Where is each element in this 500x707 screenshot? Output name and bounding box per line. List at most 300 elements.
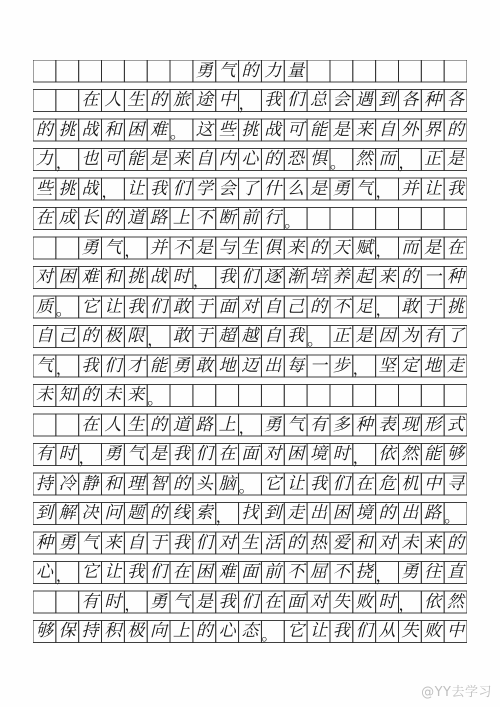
essay-char: ， — [78, 447, 95, 467]
essay-char: 。 — [284, 211, 301, 231]
essay-char: 时 — [378, 591, 396, 612]
essay-char: ， — [147, 329, 164, 349]
essay-char: 界 — [424, 119, 442, 140]
essay-char: 种 — [35, 532, 53, 553]
grid-cell — [307, 385, 330, 407]
grid-cell — [444, 208, 467, 230]
essay-char: 挑 — [127, 267, 145, 287]
grid-cell — [261, 385, 284, 407]
essay-char: 可 — [287, 119, 305, 140]
essay-char: 于 — [424, 296, 442, 317]
essay-char: 起 — [355, 267, 373, 287]
grid-cell — [147, 60, 170, 82]
grid-cell — [330, 60, 353, 82]
essay-char: 寻 — [447, 473, 464, 494]
essay-char: 自 — [35, 326, 53, 346]
essay-char: 时 — [332, 444, 350, 464]
essay-char: 是 — [195, 591, 213, 612]
essay-char: 什 — [264, 178, 282, 199]
essay-char: 式 — [447, 414, 464, 435]
essay-char: 来 — [172, 149, 190, 169]
essay-char: 在 — [81, 414, 99, 435]
essay-char: 不 — [332, 562, 350, 582]
essay-char: 时 — [58, 444, 76, 464]
essay-char: 能 — [127, 149, 145, 169]
essay-char: ， — [192, 270, 209, 290]
essay-char: 外 — [401, 119, 419, 140]
essay-char: 气 — [287, 414, 305, 435]
essay-char: 是 — [355, 326, 373, 346]
essay-char: 的 — [150, 503, 168, 523]
essay-char: 勇 — [401, 562, 419, 582]
essay-char: 们 — [172, 178, 190, 199]
essay-char: ， — [398, 595, 415, 614]
essay-char: 出 — [264, 355, 282, 376]
essay-char: 的 — [195, 621, 213, 641]
essay-char: 总 — [309, 90, 327, 110]
essay-char: 。 — [307, 329, 324, 349]
essay-char: 。 — [261, 624, 278, 644]
essay-char: 战 — [81, 119, 99, 140]
essay-char: 的 — [104, 208, 122, 228]
essay-char: 线 — [172, 503, 190, 523]
essay-char: 也 — [81, 149, 99, 169]
essay-char: 勇 — [104, 444, 122, 464]
title-char: 勇 — [195, 60, 213, 81]
essay-char: 们 — [104, 355, 122, 376]
essay-char: 们 — [150, 296, 168, 317]
essay-char: 敢 — [195, 355, 213, 376]
essay-char: 来 — [378, 267, 396, 287]
grid-cell — [56, 414, 79, 436]
essay-char: 时 — [172, 267, 190, 287]
essay-char: 然 — [355, 149, 373, 169]
essay-char: 和 — [104, 119, 122, 140]
grid-cell — [421, 60, 444, 82]
essay-char: 战 — [150, 267, 168, 287]
essay-char: 坚 — [378, 355, 396, 376]
essay-char: 来 — [104, 532, 122, 553]
essay-char: 让 — [104, 562, 122, 582]
essay-char: 是 — [447, 149, 464, 169]
essay-char: 屈 — [309, 562, 327, 582]
grid-cell — [33, 414, 56, 436]
essay-char: 各 — [447, 90, 464, 110]
essay-char: 出 — [401, 503, 419, 523]
grid-cell — [330, 385, 353, 407]
essay-char: 面 — [287, 591, 305, 612]
grid-cell — [284, 385, 307, 407]
essay-char: 生 — [241, 532, 259, 553]
essay-char: 困 — [195, 562, 213, 582]
title-char: 气 — [218, 60, 236, 81]
essay-char: 走 — [287, 503, 305, 523]
essay-char: 上 — [172, 208, 190, 228]
grid-cell — [33, 237, 56, 259]
essay-char: 敢 — [401, 296, 419, 317]
essay-char: 够 — [35, 621, 53, 641]
essay-char: ， — [375, 241, 392, 260]
essay-char: 会 — [332, 90, 350, 110]
essay-char: 爱 — [332, 532, 350, 553]
essay-char: 静 — [81, 473, 99, 494]
grid-cell — [170, 385, 193, 407]
essay-char: 于 — [195, 296, 213, 317]
essay-char: 前 — [264, 562, 282, 582]
essay-char: 境 — [355, 503, 373, 523]
grid-cell — [398, 208, 421, 230]
essay-char: 们 — [195, 444, 213, 464]
essay-char: 危 — [378, 473, 396, 494]
essay-char: 的 — [309, 296, 327, 317]
essay-char: 现 — [401, 414, 419, 435]
grid-cell — [56, 60, 79, 82]
essay-char: 让 — [287, 473, 305, 494]
essay-char: 战 — [81, 178, 99, 199]
essay-char: 地 — [218, 355, 236, 376]
essay-char: ， — [398, 152, 415, 172]
essay-char: ， — [101, 182, 118, 201]
essay-char: 持 — [35, 473, 53, 494]
grid-cell — [444, 60, 467, 82]
essay-char: 并 — [150, 237, 168, 258]
essay-char: 越 — [241, 326, 259, 346]
essay-char: 上 — [218, 414, 236, 435]
essay-char: 智 — [150, 473, 168, 494]
essay-char: 气 — [104, 237, 122, 258]
grid-cell — [330, 208, 353, 230]
essay-char: 困 — [332, 503, 350, 523]
grid-cell — [193, 385, 216, 407]
essay-char: 败 — [424, 621, 442, 641]
essay-char: 我 — [218, 591, 236, 612]
essay-char: 勇 — [150, 591, 168, 612]
grid-cell — [421, 385, 444, 407]
essay-char: 中 — [218, 90, 236, 110]
essay-char: 问 — [104, 503, 122, 523]
essay-char: 然 — [447, 591, 464, 612]
essay-char: 与 — [218, 237, 236, 258]
grid-cell — [124, 60, 147, 82]
essay-char: 我 — [218, 267, 236, 287]
essay-char: 才 — [127, 355, 145, 376]
essay-char: 了 — [447, 326, 464, 346]
essay-char: ， — [124, 595, 141, 614]
essay-char: 途 — [195, 90, 213, 110]
essay-char: 们 — [195, 532, 213, 553]
essay-char: 战 — [264, 119, 282, 140]
essay-char: 各 — [401, 90, 419, 110]
essay-char: 们 — [241, 267, 259, 287]
essay-char: 来 — [287, 237, 305, 258]
essay-char: 心 — [241, 149, 259, 169]
essay-char: 对 — [378, 532, 396, 553]
essay-char: 的 — [447, 119, 464, 140]
essay-char: 旅 — [172, 90, 190, 110]
grid-cell — [216, 385, 239, 407]
essay-char: 活 — [264, 532, 282, 553]
essay-char: 难 — [81, 267, 99, 287]
grid-cell — [56, 591, 79, 613]
essay-char: 于 — [150, 532, 168, 553]
essay-char: 依 — [424, 591, 442, 612]
grid-cell — [33, 60, 56, 82]
essay-char: 我 — [287, 326, 305, 346]
grid-cell — [376, 208, 399, 230]
essay-char: 难 — [150, 119, 168, 140]
essay-char: 的 — [150, 90, 168, 110]
essay-char: 出 — [309, 503, 327, 523]
essay-char: 恐 — [287, 149, 305, 169]
grid-cell — [353, 208, 376, 230]
essay-char: 勇 — [81, 237, 99, 258]
essay-char: 迈 — [241, 355, 259, 376]
essay-char: 气 — [81, 532, 99, 553]
essay-char: 道 — [127, 208, 145, 228]
essay-char: 不 — [195, 208, 213, 228]
essay-char: ， — [352, 447, 369, 467]
essay-char: 们 — [332, 473, 350, 494]
essay-char: 么 — [287, 178, 305, 199]
essay-char: 的 — [447, 532, 464, 553]
essay-char: ， — [375, 565, 392, 585]
essay-char: 们 — [241, 591, 259, 612]
essay-char: 长 — [81, 208, 99, 228]
essay-char: 。 — [238, 477, 255, 496]
essay-char: 在 — [447, 237, 464, 258]
essay-char: 是 — [332, 119, 350, 140]
essay-char: 中 — [424, 473, 442, 494]
essay-char: 它 — [81, 296, 99, 317]
essay-char: 难 — [218, 562, 236, 582]
essay-char: 是 — [150, 149, 168, 169]
essay-char: 种 — [447, 267, 464, 287]
essay-char: 了 — [241, 178, 259, 199]
essay-char: 足 — [355, 296, 373, 317]
essay-char: 勇 — [58, 532, 76, 553]
essay-char: 挑 — [241, 119, 259, 140]
essay-char: 前 — [241, 208, 259, 228]
essay-char: 依 — [378, 444, 396, 464]
essay-char: ， — [55, 565, 72, 585]
essay-char: 们 — [287, 90, 305, 110]
grid-cell — [170, 60, 193, 82]
essay-char: 我 — [127, 296, 145, 317]
essay-char: 自 — [264, 326, 282, 346]
essay-char: 路 — [150, 208, 168, 228]
essay-char: 地 — [424, 355, 442, 376]
essay-char: 步 — [332, 355, 350, 376]
essay-char: 机 — [401, 473, 419, 494]
essay-char: 和 — [104, 267, 122, 287]
grid-cell — [353, 60, 376, 82]
essay-char: 的 — [378, 503, 396, 523]
essay-char: 因 — [378, 326, 396, 346]
essay-char: 理 — [127, 473, 145, 494]
essay-char: 道 — [172, 414, 190, 435]
essay-char: ， — [124, 241, 141, 260]
essay-char: 到 — [264, 503, 282, 523]
essay-char: 。 — [147, 388, 164, 408]
essay-char: 不 — [287, 562, 305, 582]
essay-char: 并 — [401, 178, 419, 199]
essay-char: 养 — [332, 267, 350, 287]
essay-char: 直 — [447, 562, 464, 582]
essay-char: 来 — [355, 119, 373, 140]
essay-char: ， — [215, 506, 232, 526]
essay-char: 我 — [127, 562, 145, 582]
essay-char: 的 — [81, 385, 99, 405]
essay-char: 行 — [264, 208, 282, 228]
essay-char: ， — [352, 359, 369, 378]
essay-char: ， — [375, 182, 392, 201]
essay-char: 对 — [35, 267, 53, 287]
essay-char: 自 — [195, 149, 213, 169]
essay-char: 些 — [218, 119, 236, 140]
grid-cell — [56, 237, 79, 259]
essay-char: 它 — [81, 562, 99, 582]
grid-cell — [307, 208, 330, 230]
essay-char: 是 — [424, 237, 442, 258]
essay-char: 是 — [195, 237, 213, 258]
essay-char: 我 — [447, 178, 464, 199]
essay-char: 是 — [150, 444, 168, 464]
essay-char: 这 — [195, 119, 213, 140]
essay-char: 气 — [127, 444, 145, 464]
essay-char: 决 — [81, 503, 99, 523]
essay-char: 在 — [172, 562, 190, 582]
essay-char: 敢 — [172, 296, 190, 317]
essay-char: 不 — [332, 296, 350, 317]
grid-cell — [376, 60, 399, 82]
essay-char: 面 — [241, 562, 259, 582]
essay-char: 对 — [218, 532, 236, 553]
essay-char: 在 — [35, 208, 53, 228]
essay-char: 有 — [424, 326, 442, 346]
essay-char: 头 — [195, 473, 213, 494]
essay-char: 成 — [58, 208, 76, 228]
essay-char: 限 — [127, 326, 145, 346]
essay-char: 正 — [424, 149, 442, 169]
essay-char: 持 — [81, 621, 99, 641]
essay-char: ， — [238, 418, 255, 437]
essay-char: 渐 — [287, 267, 305, 287]
essay-char: 于 — [195, 326, 213, 346]
essay-char: 。 — [444, 506, 461, 526]
essay-char: 勇 — [264, 414, 282, 435]
grid-cell — [33, 591, 56, 613]
essay-char: 解 — [58, 503, 76, 523]
grid-cell — [102, 60, 125, 82]
essay-char: ， — [55, 152, 72, 172]
essay-char: 它 — [287, 621, 305, 641]
grid-cell — [444, 385, 467, 407]
essay-char: 到 — [35, 503, 53, 523]
essay-char: 索 — [195, 503, 213, 523]
essay-char: ， — [55, 359, 72, 378]
essay-char: 我 — [81, 355, 99, 376]
essay-char: 心 — [218, 621, 236, 641]
essay-char: 人 — [104, 414, 122, 435]
essay-char: 有 — [81, 591, 99, 612]
essay-char: 遇 — [355, 90, 373, 110]
essay-char: 未 — [104, 385, 122, 405]
essay-char: 能 — [309, 119, 327, 140]
grid-cell — [33, 90, 56, 112]
essay-char: 有 — [309, 414, 327, 435]
essay-char: 而 — [378, 149, 396, 169]
essay-char: 时 — [104, 591, 122, 612]
essay-char: 的 — [287, 532, 305, 553]
essay-char: 面 — [241, 444, 259, 464]
essay-char: 惧 — [309, 149, 327, 169]
essay-char: 的 — [401, 267, 419, 287]
essay-char: 热 — [309, 532, 327, 553]
essay-char: 态 — [241, 621, 259, 641]
essay-char: 内 — [218, 149, 236, 169]
essay-char: 。 — [55, 300, 72, 319]
essay-char: 未 — [35, 385, 53, 405]
essay-char: 冷 — [58, 473, 76, 494]
title-char: 量 — [287, 60, 305, 81]
essay-char: 路 — [424, 503, 442, 523]
essay-char: 气 — [172, 591, 190, 612]
essay-char: 的 — [309, 237, 327, 258]
grid-cell — [79, 60, 102, 82]
essay-char: 挑 — [447, 296, 464, 317]
essay-char: 挠 — [355, 562, 373, 582]
essay-char: 气 — [355, 178, 373, 199]
essay-char: 能 — [150, 355, 168, 376]
essay-char: 困 — [287, 444, 305, 464]
essay-char: 和 — [104, 473, 122, 494]
essay-char: 我 — [172, 444, 190, 464]
title-char: 力 — [264, 60, 282, 81]
grid-cell — [398, 385, 421, 407]
essay-char: 我 — [264, 90, 282, 110]
essay-char: 在 — [264, 591, 282, 612]
title-char: 的 — [241, 60, 259, 81]
essay-char: 自 — [127, 532, 145, 553]
essay-char: 断 — [218, 208, 236, 228]
essay-char: 它 — [264, 473, 282, 494]
essay-char: 然 — [401, 444, 419, 464]
essay-char: 和 — [355, 532, 373, 553]
essay-char: 是 — [309, 178, 327, 199]
essay-char: 生 — [241, 237, 259, 258]
essay-char: 定 — [401, 355, 419, 376]
essay-char: 的 — [172, 473, 190, 494]
essay-char: 为 — [401, 326, 419, 346]
essay-char: 自 — [378, 119, 396, 140]
essay-char: 会 — [218, 178, 236, 199]
essay-char: 脑 — [218, 473, 236, 494]
grid-cell — [307, 60, 330, 82]
essay-char: 困 — [127, 119, 145, 140]
essay-char: 我 — [332, 621, 350, 641]
essay-char: 在 — [218, 444, 236, 464]
essay-char: 对 — [241, 296, 259, 317]
essay-char: 心 — [35, 562, 53, 582]
essay-char: 路 — [195, 414, 213, 435]
essay-char: 失 — [401, 621, 419, 641]
essay-char: 一 — [309, 355, 327, 376]
essay-char: 积 — [104, 621, 122, 641]
essay-char: 些 — [35, 178, 53, 199]
essay-char: 们 — [150, 562, 168, 582]
essay-char: 生 — [127, 90, 145, 110]
essay-char: 境 — [309, 444, 327, 464]
